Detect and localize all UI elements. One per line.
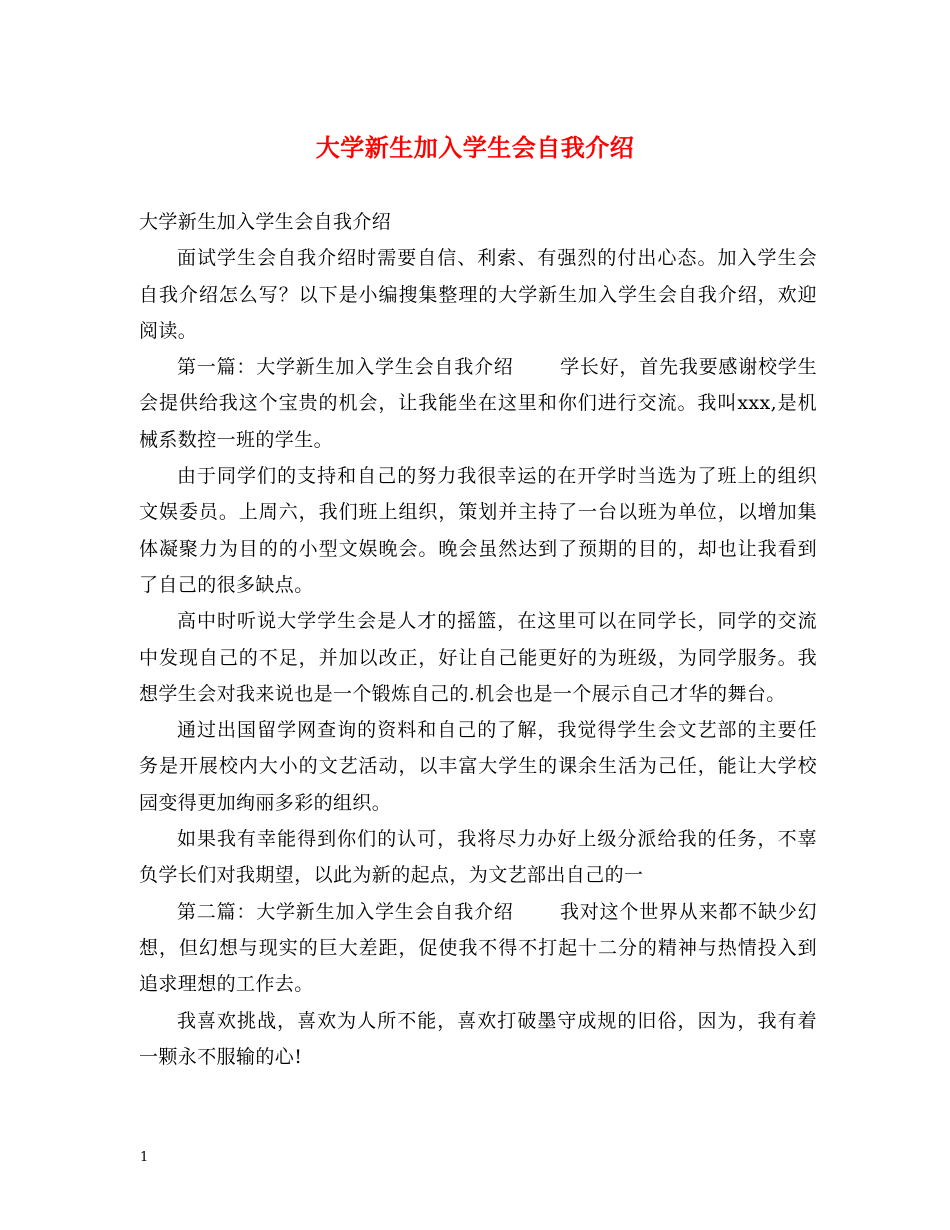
- body-paragraph: [139, 458, 817, 603]
- paragraph-text: 我喜欢挑战，喜欢为人所不能，喜欢打破墨守成规的旧俗，因为，我有着一颗永不服输的心!: [139, 1009, 817, 1068]
- body-paragraph: [139, 1003, 817, 1076]
- subtitle-paragraph: [139, 204, 817, 240]
- paragraph-text: 高中时听说大学学生会是人才的摇篮，在这里可以在同学长，同学的交流中发现自己的不足，并加以改正，好让自己能更好的为班级，为同学服务。我想学生会对我来说也是一个锻炼自己的.机会也是一个展示自己才华的舞台。: [139, 610, 817, 705]
- section-two-paragraph: [139, 894, 817, 1003]
- document-title: 大学新生加入学生会自我介绍: [315, 134, 635, 162]
- paragraph-text: 大学新生加入学生会自我介绍: [139, 211, 392, 233]
- paragraph-text: 通过出国留学网查询的资料和自己的了解，我觉得学生会文艺部的主要任务是开展校内大小的文艺活动，以丰富大学生的课余生活为己任，能让大学校园变得更加绚丽多彩的组织。: [139, 719, 817, 814]
- document-body: [139, 204, 817, 1075]
- section-heading: 第二篇：大学新生加入学生会自我介绍: [177, 900, 514, 923]
- body-paragraph: [139, 712, 817, 821]
- paragraph-text: 面试学生会自我介绍时需要自信、利索、有强烈的付出心态。加入学生会自我介绍怎么写？以下是小编搜集整理的大学新生加入学生会自我介绍，欢迎阅读。: [139, 247, 817, 342]
- page-number: 1: [140, 1150, 149, 1165]
- body-paragraph: [139, 821, 817, 894]
- intro-paragraph: [139, 240, 817, 349]
- body-paragraph: [139, 603, 817, 712]
- paragraph-text: 由于同学们的支持和自己的努力我很幸运的在开学时当选为了班上的组织文娱委员。上周六，我们班上组织，策划并主持了一台以班为单位，以增加集体凝聚力为目的的小型文娱晚会。晚会虽然达到了预期的目的，却也让我看到了自己的很多缺点。: [139, 465, 817, 596]
- paragraph-text: 我对这个世界从来都不缺少幻想，但幻想与现实的巨大差距，促使我不得不打起十二分的精神与热情投入到追求理想的工作去。: [139, 900, 817, 996]
- section-one-paragraph: [139, 349, 817, 458]
- paragraph-text: 如果我有幸能得到你们的认可，我将尽力办好上级分派给我的任务，不辜负学长们对我期望，以此为新的起点，为文艺部出自己的一: [139, 828, 817, 887]
- section-heading: 第一篇：大学新生加入学生会自我介绍: [177, 356, 514, 379]
- paragraph-text: 学长好，首先我要感谢校学生会提供给我这个宝贵的机会，让我能坐在这里和你们进行交流。我叫xxx,是机械系数控一班的学生。: [139, 356, 817, 451]
